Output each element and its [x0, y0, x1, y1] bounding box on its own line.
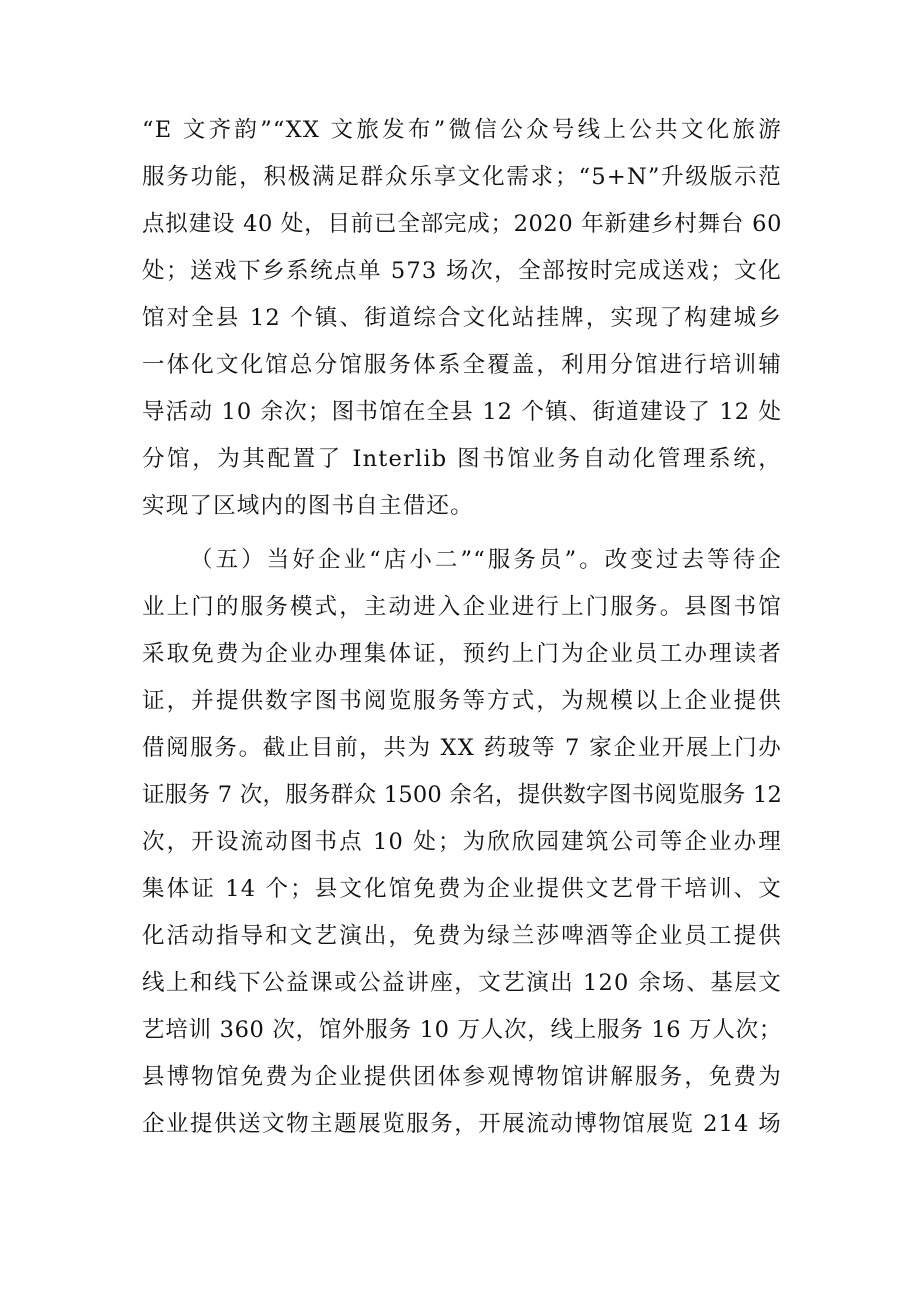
paragraph-line: 集体证 14 个；县文化馆免费为企业提供文艺骨干培训、文: [142, 876, 782, 902]
paragraph-line: （五）当好企业“店小二”“服务员”。改变过去等待企: [190, 547, 782, 573]
paragraph-line: 导活动 10 余次；图书馆在全县 12 个镇、街道建设了 12 处: [142, 399, 782, 425]
paragraph-line: 一体化文化馆总分馆服务体系全覆盖，利用分馆进行培训辅: [142, 352, 782, 378]
paragraph-line: 借阅服务。截止目前，共为 XX 药玻等 7 家企业开展上门办: [142, 735, 782, 761]
paragraph-line: 服务功能，积极满足群众乐享文化需求；“5+N”升级版示范: [142, 164, 782, 190]
paragraph-line: 县博物馆免费为企业提供团体参观博物馆讲解服务，免费为: [142, 1064, 782, 1090]
paragraph-line: 化活动指导和文艺演出，免费为绿兰莎啤酒等企业员工提供: [142, 923, 782, 949]
paragraph-line: 馆对全县 12 个镇、街道综合文化站挂牌，实现了构建城乡: [142, 305, 782, 331]
paragraph-line: 证服务 7 次，服务群众 1500 余名，提供数字图书阅览服务 12: [142, 782, 782, 808]
paragraph-line: 线上和线下公益课或公益讲座，文艺演出 120 余场、基层文: [142, 970, 782, 996]
paragraph-line: 艺培训 360 次，馆外服务 10 万人次，线上服务 16 万人次；: [142, 1017, 782, 1043]
paragraph-line: “E 文齐韵”“XX 文旅发布”微信公众号线上公共文化旅游: [142, 117, 782, 143]
paragraph-line: 处；送戏下乡系统点单 573 场次，全部按时完成送戏；文化: [142, 258, 782, 284]
paragraph-line: 实现了区域内的图书自主借还。: [142, 493, 474, 519]
paragraph-line: 采取免费为企业办理集体证，预约上门为企业员工办理读者: [142, 641, 782, 667]
paragraph-line: 次，开设流动图书点 10 处；为欣欣园建筑公司等企业办理: [142, 829, 782, 855]
paragraph-line: 企业提供送文物主题展览服务，开展流动博物馆展览 214 场: [142, 1111, 782, 1137]
paragraph-line: 点拟建设 40 处，目前已全部完成；2020 年新建乡村舞台 60: [142, 211, 782, 237]
paragraph-line: 分馆，为其配置了 Interlib 图书馆业务自动化管理系统，: [142, 446, 782, 472]
paragraph-line: 业上门的服务模式，主动进入企业进行上门服务。县图书馆: [142, 594, 782, 620]
paragraph-line: 证，并提供数字图书阅览服务等方式，为规模以上企业提供: [142, 688, 782, 714]
